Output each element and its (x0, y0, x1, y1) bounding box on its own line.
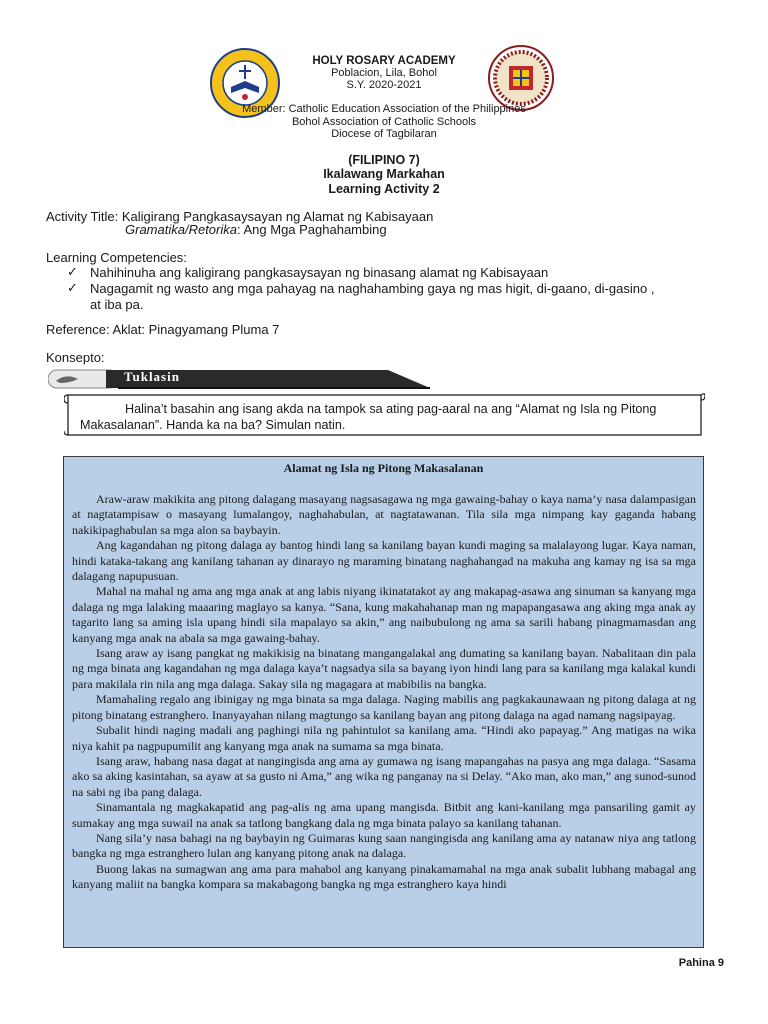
intro-line-2: Makasalanan”. Handa ka na ba? Simulan natin. (80, 418, 346, 432)
story-paragraph: Mahal na mahal ng ama ang mga anak at ang labis niyang ikinatatakot ay ang makapag-asawa ang sinuman sa kanyang mga dalaga ng mga lalaking maaaring maglayo sa kanya. “Sana, kung makahahanap man ng mapapangasawa ang aking mga anak ay tagarito lang sa aming isla upang hindi sila mapalayo sa akin,” ang naibubulong ng ama sa sarili habang pinagmamasdan ang kanyang mga anak na abala sa mga gawaing-bahay. (72, 584, 696, 645)
story-box (63, 456, 704, 948)
story-paragraph: Sinamantala ng magkakapatid ang pag-alis ng ama upang mangisda. Bitbit ang kani-kanilang mga pansariling gamit ay sumakay ang mga suwail na anak sa tatlong bangkang dala ng mga binata palayo sa kanilang tahanan. (72, 800, 696, 830)
grammar-label: Gramatika/Retorika (125, 222, 237, 237)
school-year: S.Y. 2020-2021 (346, 79, 422, 91)
school-name: HOLY ROSARY ACADEMY (312, 55, 456, 67)
story-body (64, 492, 703, 893)
ceap-logo (487, 44, 555, 112)
story-paragraph: Buong lakas na sumagwan ang ama para mahabol ang kanyang pinakamamahal na mga anak subalit lubhang mabagal ang kanyang maliit na bangka kompara sa makabagong bangka ng mga estranghero kaya hindi (72, 861, 696, 892)
checkmark-icon: ✓ (67, 280, 78, 295)
tuklasin-banner (48, 367, 430, 391)
page-number: Pahina 9 (678, 957, 724, 969)
school-address: Poblacion, Lila, Bohol (331, 67, 437, 79)
story-paragraph: Ang kagandahan ng pitong dalaga ay bantog hindi lang sa kanilang bayan kundi maging sa malalayong lugar. Kaya naman, hindi kataka-takang ang kanilang tahanan ay dinarayo ng maraming binatang naghahangad na makuha ang kamay ng isa sa mga dalagang napupusuan. (72, 538, 696, 584)
member-line-2: Bohol Association of Catholic Schools (291, 116, 477, 128)
story-paragraph: Araw-araw makikita ang pitong dalagang masayang nagsasagawa ng mga gawaing-bahay o kaya nama’y nasa dalampasigan at nagtatampisaw o masayang lumalangoy, naghahabulan, at nagtatawanan. Tila sila mga nimpang kay gaganda habang nakikipaghabulan sa mga alon sa baybayin. (72, 492, 696, 537)
competency-item-1: Nahihinuha ang kaligirang pangkasaysayan ng binasang alamat ng Kabisayaan (90, 265, 549, 280)
activity-number: Learning Activity 2 (328, 182, 440, 196)
competencies-label: Learning Competencies: (46, 250, 187, 265)
checkmark-icon: ✓ (67, 264, 78, 279)
story-paragraph: Isang araw, habang nasa dagat at nangingisda ang ama ay gumawa ng isang mapangahas na pasya ang mga dalaga. “Sasama ako sa aking kasintahan, sa ayaw at sa gusto ni Ama,” ang wika ng panganay na si Delay. “Ako man, ako man,” ang sunod-sunod na sabi ng iba pang dalaga. (72, 753, 696, 799)
competency-item-2-cont: at iba pa. (90, 297, 144, 312)
subject-title: (FILIPINO 7) (348, 153, 420, 167)
konsepto-label: Konsepto: (46, 350, 105, 365)
story-paragraph: Mamahaling regalo ang ibinigay ng mga binata sa mga dalaga. Naging mabilis ang pagkakaunawaan ng pitong dalaga at ng pitong binatang estranghero. Inanyayahan nilang magtungo sa kanilang bayan ang pitong dalaga na agad namang nagsipayag. (72, 692, 696, 722)
activity-title-text: Kaligirang Pangkasaysayan ng Alamat ng Kabisayaan (121, 209, 434, 224)
story-paragraph: Subalit hindi naging madali ang paghingi nila ng pahintulot sa kanilang ama. “Hindi ako papayag.” Ang matigas na wika niya kahit pa nagpupumilit ang kanyang mga anak na sumama sa mga binata. (72, 723, 696, 753)
reference: Reference: Aklat: Pinagyamang Pluma 7 (46, 322, 280, 337)
competency-item-2: Nagagamit ng wasto ang mga pahayag na naghahambing gaya ng mas higit, di-gaano, di-gasino , (90, 281, 655, 296)
story-title: Alamat ng Isla ng Pitong Makasalanan (283, 461, 484, 475)
member-line-1: Member: Catholic Education Association of the Philippines (242, 103, 526, 115)
story-paragraph: Isang araw ay isang pangkat ng makikisig na binatang mangangalakal ang dumating sa kanilang bayan. Nabalitaan din pala ng mga binata ang kagandahan ng mga dalaga kaya’t nagsadya sila sa bayang iyon hindi lang para sa kanilang mga kalakal kundi para makilala rin nila ang mga dalaga. Sakay sila ng magagara at mabibilis na bangka. (72, 646, 696, 691)
intro-text (80, 401, 702, 433)
member-line-3: Diocese of Tagbilaran (331, 128, 437, 140)
grammar-row (125, 222, 387, 238)
grammar-text: : Ang Mga Paghahambing (236, 222, 387, 237)
quarter-title: Ikalawang Markahan (323, 167, 445, 181)
activity-title-label: Activity Title: (46, 209, 119, 224)
intro-line-1: Halina’t basahin ang isang akda na tampok sa ating pag-aaral na ang “Alamat ng Isla ng Pitong (125, 402, 657, 416)
story-paragraph: Nang sila’y nasa bahagi na ng baybayin ng Guimaras kung saan nangingisda ang kanilang ama ay natanaw niya ang tatlong bangka ng mga estranghero lulan ang kanyang pitong anak na dalaga. (72, 830, 696, 861)
tuklasin-label: Tuklasin (124, 369, 180, 384)
